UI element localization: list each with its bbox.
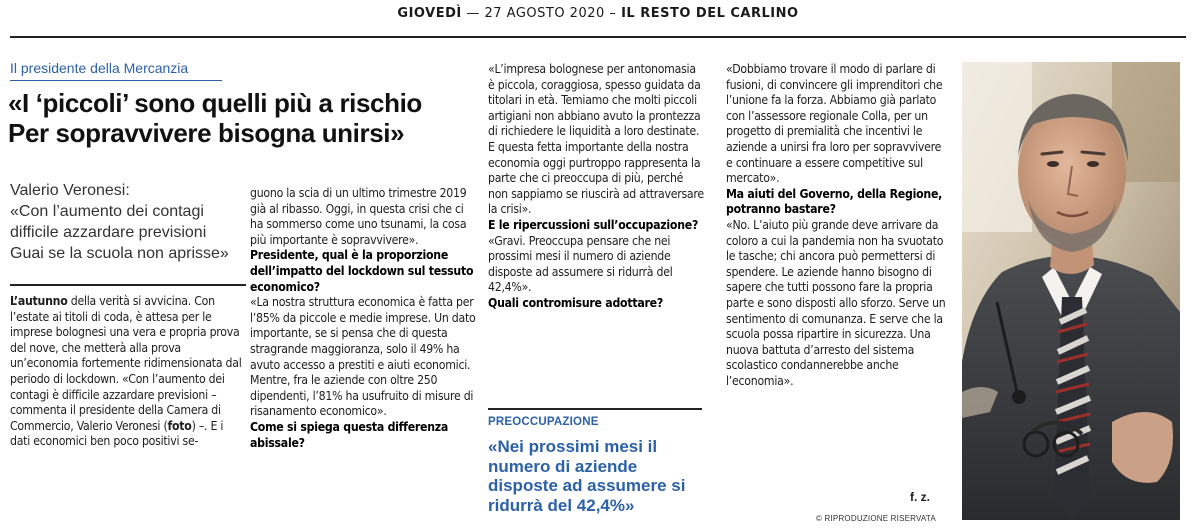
summary-line: Guai se la scuola non aprisse»	[10, 245, 229, 262]
article-kicker: Il presidente della Mercanzia	[10, 60, 189, 76]
header-line	[0, 6, 1196, 21]
header-dash: –	[609, 6, 617, 21]
lead-word: L’autunno	[10, 294, 68, 308]
article-summary	[10, 180, 245, 264]
interview-question: Come si spiega questa differenza abissale?	[250, 419, 449, 450]
text-column-1	[10, 294, 246, 450]
photo-ref: foto	[167, 418, 192, 433]
body-paragraph: guono la scia di un ultimo trimestre 2019 già al ribasso. Oggi, in questa crisi che ci ha sommerso come uno tsunami, la cosa più importante è sopravvivere».	[250, 186, 467, 247]
pullquote-text: «Nei prossimi mesi il numero di aziende disposte ad assumere si ridurrà del 42,4%»	[488, 437, 686, 515]
interview-question: Quali contromisure adottare?	[488, 295, 663, 310]
headline-line: «I ‘piccoli’ sono quelli più a rischio	[8, 88, 422, 118]
body-paragraph: «No. L’aiuto più grande deve arrivare da coloro a cui la pandemia non ha svuotato le tasche; chi ancora può permettersi di spendere. Le aziende hanno bisogno di sapere che tutti possono fare la propria parte e sono disposti allo sforzo. Serve un sentimento di comunanza. E serve che la scuola possa ripartire in sicurezza. Una nuova battuta d’arresto del sistema scolastico condannerebbe anche l’economia».	[726, 217, 946, 388]
summary-author: Valerio Veronesi:	[10, 182, 130, 199]
header-date: 27 AGOSTO 2020	[484, 6, 605, 21]
body-text: della verità si avvicina. Con l’estate ai titoli di coda, è attesa per le imprese bolognesi una vera e propria prova del nove, che metterà alla prova un’economia fortemente ridimensionata dal periodo di lockdown. «Con l’aumento dei contagi è difficile azzardare previsioni – commenta il presidente della Camera di Commercio, Valerio Veronesi (	[10, 294, 242, 433]
interview-question: Presidente, qual è la proporzione dell’impatto del lockdown sul tessuto economico?	[250, 248, 474, 294]
header-rule	[10, 36, 1186, 38]
body-paragraph: «Dobbiamo trovare il modo di parlare di fusioni, di convincere gli imprenditori che l’unione fa la forza. Abbiamo già parlato con l’assessore regionale Colla, per un progetto di premialità che incentivi le aziende a unirsi fra loro per sopravvivere e continuare a essere competitive sul mercato».	[726, 62, 943, 186]
header-newspaper: IL RESTO DEL CARLINO	[621, 6, 799, 21]
interview-question: Ma aiuti del Governo, della Regione, potranno bastare?	[726, 186, 943, 217]
body-text: ) –. E i dati economici ben poco positivi se-	[10, 418, 224, 449]
author-signature: f. z.	[910, 490, 930, 504]
portrait-illustration	[962, 62, 1180, 520]
article-headline	[8, 88, 473, 148]
pullquote-kicker: PREOCCUPAZIONE	[488, 416, 599, 428]
body-paragraph	[10, 294, 246, 450]
portrait-photo	[962, 62, 1180, 520]
header-dash: —	[466, 6, 480, 21]
kicker-underline	[10, 80, 222, 81]
text-column-2	[250, 186, 478, 451]
header-day: GIOVEDÌ	[397, 6, 462, 21]
summary-line: difficile azzardare previsioni	[10, 224, 207, 241]
interview-question: E le ripercussioni sull’occupazione?	[488, 217, 699, 232]
body-paragraph: «Gravi. Preoccupa pensare che nei prossimi mesi il numero di aziende disposte ad assumere si ridurrà del 42,4%».	[488, 233, 673, 295]
body-paragraph: «L’impresa bolognese per antonomasia è piccola, coraggiosa, spesso guidata da titolari in età. Temiamo che molti piccoli artigiani non abbiano avuto la prontezza di richiedere le liquidità a loro destinate. E questa fetta importante della nostra economia oggi purtroppo rappresenta la parte che ci preoccupa di più, perché non sappiamo se riuscirà ad attraversare la crisi».	[488, 62, 704, 217]
text-column-3	[488, 62, 705, 312]
summary-line: «Con l’aumento dei contagi	[10, 203, 204, 220]
column-rule	[10, 284, 246, 286]
headline-line: Per sopravvivere bisogna unirsi»	[8, 118, 405, 148]
body-paragraph: «La nostra struttura economica è fatta per l’85% da piccole e medie imprese. Un dato importante, se si pensa che di questa stragrande maggioranza, solo il 49% ha avuto accesso a prestiti e aiuti economici. Mentre, fra le aziende con oltre 250 dipendenti, l’81% ha usufruito di misure di risanamento economico».	[250, 295, 476, 419]
page-header	[0, 0, 1196, 34]
text-column-4	[726, 62, 946, 389]
copyright-notice: © RIPRODUZIONE RISERVATA	[816, 514, 936, 523]
pullquote-rule	[488, 408, 702, 410]
